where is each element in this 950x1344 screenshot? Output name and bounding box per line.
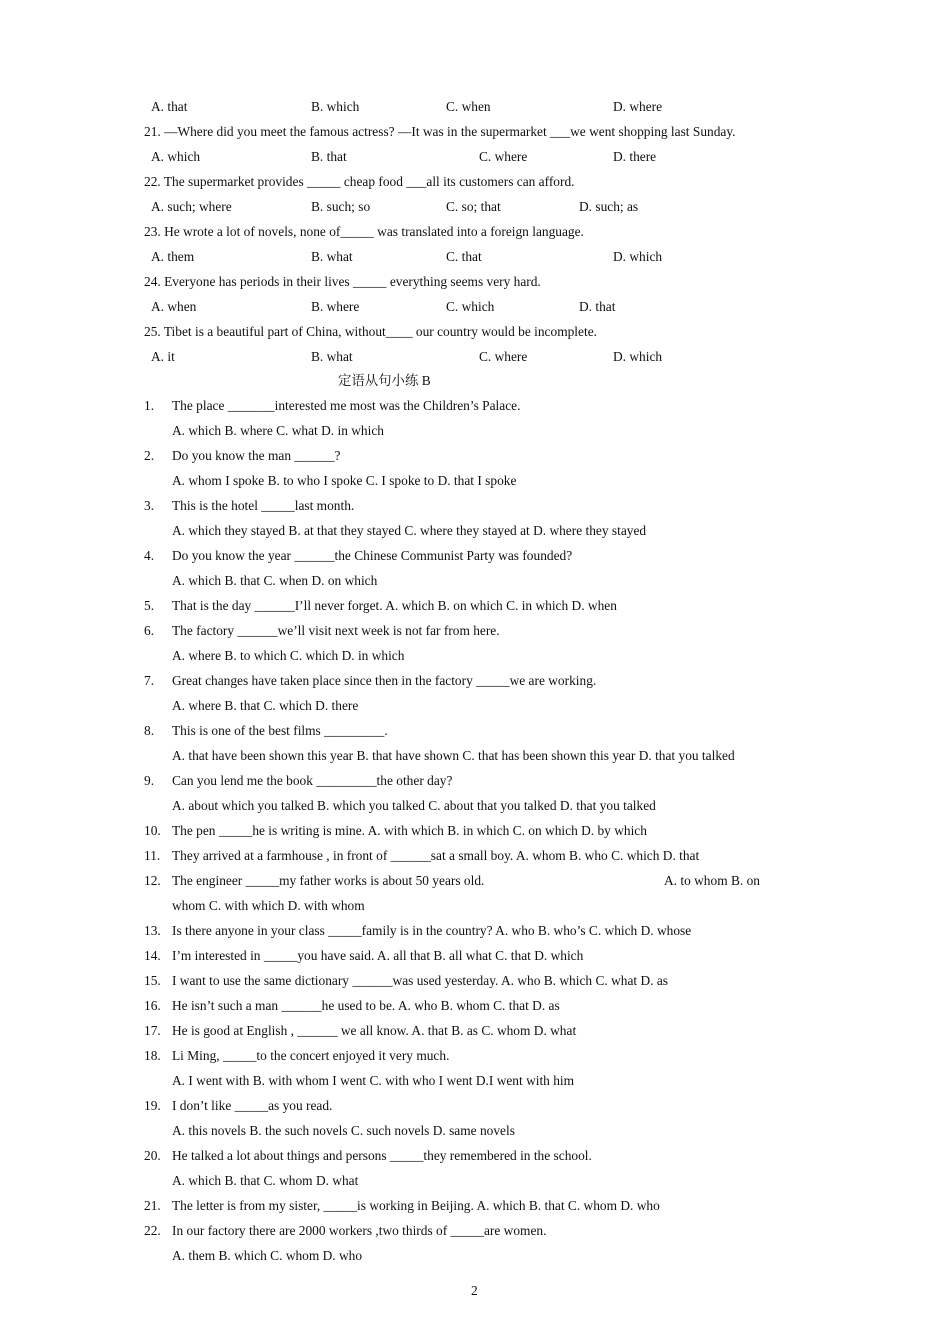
question-q25-option-a: A. it (151, 349, 175, 364)
question-q24-option-a: A. when (151, 299, 197, 314)
question-q22-text: 22. The supermarket provides _____ cheap food ___all its customers can afford. (144, 174, 575, 189)
question-number: 1. (144, 398, 155, 413)
question-text: He is good at English , ______ we all know. A. that B. as C. whom D. what (172, 1023, 577, 1038)
question-options: A. about which you talked B. which you talked C. about that you talked D. that you talked (172, 798, 656, 813)
question-text: The pen _____he is writing is mine. A. with which B. in which C. on which D. by which (172, 823, 647, 838)
question-q24-option-d: D. that (579, 299, 616, 314)
question-options: A. which they stayed B. at that they stayed C. where they stayed at D. where they stayed (172, 523, 647, 538)
question-q22-option-c: C. so; that (446, 199, 501, 214)
question-q24-text: 24. Everyone has periods in their lives _____ everything seems very hard. (144, 274, 541, 289)
question-options: A. that have been shown this year B. that have shown C. that has been shown this year D. that you talked (172, 748, 735, 763)
question-q22-option-a: A. such; where (151, 199, 232, 214)
question-options: A. which B. that C. whom D. what (172, 1173, 359, 1188)
question-options-inline: A. to whom B. on (664, 873, 760, 888)
question-text: Can you lend me the book _________the other day? (172, 773, 453, 788)
question-q24-option-b: B. where (311, 299, 360, 314)
question-text: Do you know the man ______? (172, 448, 341, 463)
question-text: Do you know the year ______the Chinese Communist Party was founded? (172, 548, 573, 563)
question-q21-option-a: A. which (151, 149, 201, 164)
question-number: 4. (144, 548, 155, 563)
question-q21-option-b: B. that (311, 149, 347, 164)
question-q25-text: 25. Tibet is a beautiful part of China, without____ our country would be incomplete. (144, 324, 597, 339)
question-options: whom C. with which D. with whom (172, 898, 365, 913)
question-number: 7. (144, 673, 155, 688)
question-text: He talked a lot about things and persons _____they remembered in the school. (172, 1148, 592, 1163)
question-q20-option-c: C. when (446, 99, 491, 114)
question-text: Li Ming, _____to the concert enjoyed it very much. (172, 1048, 450, 1063)
question-q22-option-b: B. such; so (311, 199, 371, 214)
page-number: 2 (471, 1283, 478, 1298)
question-q24-option-c: C. which (446, 299, 495, 314)
question-text: I’m interested in _____you have said. A. all that B. all what C. that D. which (172, 948, 584, 963)
question-q23-option-c: C. that (446, 249, 482, 264)
question-text: I don’t like _____as you read. (172, 1098, 333, 1113)
question-number: 20. (144, 1148, 161, 1163)
question-q20-option-d: D. where (613, 99, 663, 114)
question-number: 12. (144, 873, 161, 888)
question-q23-option-b: B. what (311, 249, 353, 264)
question-q20-option-b: B. which (311, 99, 360, 114)
question-number: 15. (144, 973, 161, 988)
question-text: In our factory there are 2000 workers ,two thirds of _____are women. (172, 1223, 547, 1238)
question-text: The place _______interested me most was the Children’s Palace. (172, 398, 521, 413)
question-text: The letter is from my sister, _____is working in Beijing. A. which B. that C. whom D. who (172, 1198, 660, 1213)
question-text: The factory ______we’ll visit next week is not far from here. (172, 623, 500, 638)
question-text: Great changes have taken place since then in the factory _____we are working. (172, 673, 597, 688)
question-number: 21. (144, 1198, 161, 1213)
question-number: 17. (144, 1023, 161, 1038)
question-text: This is the hotel _____last month. (172, 498, 355, 513)
question-number: 6. (144, 623, 155, 638)
question-number: 18. (144, 1048, 161, 1063)
question-options: A. them B. which C. whom D. who (172, 1248, 363, 1263)
question-text: This is one of the best films _________. (172, 723, 388, 738)
question-number: 16. (144, 998, 161, 1013)
question-q22-option-d: D. such; as (579, 199, 639, 214)
question-number: 14. (144, 948, 161, 963)
question-q25-option-b: B. what (311, 349, 353, 364)
question-options: A. I went with B. with whom I went C. with who I went D.I went with him (172, 1073, 575, 1088)
question-text: That is the day ______I’ll never forget. A. which B. on which C. in which D. when (172, 598, 617, 613)
question-q25-option-c: C. where (479, 349, 528, 364)
question-text: He isn’t such a man ______he used to be. A. who B. whom C. that D. as (172, 998, 560, 1013)
question-q25-option-d: D. which (613, 349, 663, 364)
question-q23-option-a: A. them (151, 249, 195, 264)
question-q23-option-d: D. which (613, 249, 663, 264)
question-options: A. which B. that C. when D. on which (172, 573, 378, 588)
question-number: 5. (144, 598, 155, 613)
question-q20-option-a: A. that (151, 99, 188, 114)
question-q21-option-d: D. there (613, 149, 657, 164)
question-options: A. whom I spoke B. to who I spoke C. I spoke to D. that I spoke (172, 473, 517, 488)
question-number: 22. (144, 1223, 161, 1238)
question-options: A. this novels B. the such novels C. such novels D. same novels (172, 1123, 515, 1138)
question-number: 13. (144, 923, 161, 938)
question-text: The engineer _____my father works is about 50 years old. (172, 873, 485, 888)
question-number: 9. (144, 773, 155, 788)
question-q23-text: 23. He wrote a lot of novels, none of_____ was translated into a foreign language. (144, 224, 584, 239)
question-number: 8. (144, 723, 155, 738)
question-number: 2. (144, 448, 155, 463)
question-number: 10. (144, 823, 161, 838)
question-number: 19. (144, 1098, 161, 1113)
question-options: A. where B. that C. which D. there (172, 698, 359, 713)
section-title: 定语从句小练 B (338, 373, 431, 388)
question-options: A. which B. where C. what D. in which (172, 423, 384, 438)
question-options: A. where B. to which C. which D. in which (172, 648, 405, 663)
question-number: 3. (144, 498, 155, 513)
question-q21-option-c: C. where (479, 149, 528, 164)
question-q21-text: 21. —Where did you meet the famous actress? —It was in the supermarket ___we went shopping last Sunday. (144, 124, 736, 139)
question-text: They arrived at a farmhouse , in front of ______sat a small boy. A. whom B. who C. which D. that (172, 848, 700, 863)
question-number: 11. (144, 848, 161, 863)
question-text: Is there anyone in your class _____family is in the country? A. who B. who’s C. which D. whose (172, 923, 692, 938)
question-text: I want to use the same dictionary ______was used yesterday. A. who B. which C. what D. as (172, 973, 668, 988)
